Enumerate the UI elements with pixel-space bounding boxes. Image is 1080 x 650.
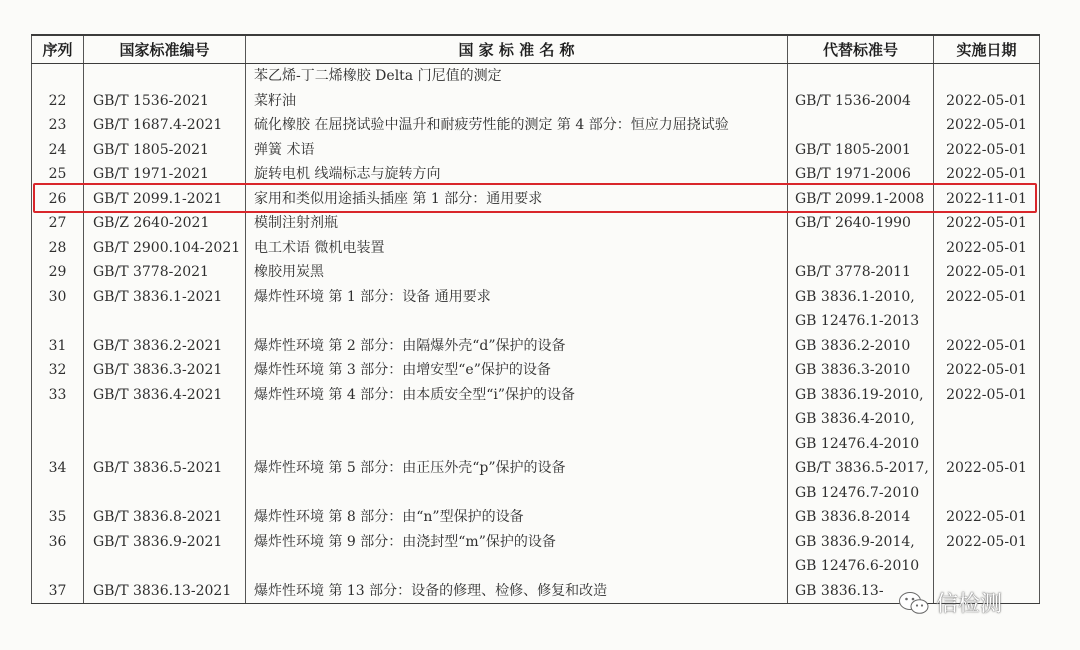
cell-replaces — [788, 211, 934, 236]
cell-replaces — [788, 383, 934, 457]
cell-date: 2022-05-01 — [934, 162, 1040, 187]
cell-code: GB/T 2099.1-2021 — [84, 187, 246, 212]
table-row — [32, 579, 1040, 604]
cell-name — [246, 334, 788, 359]
cell-replaces — [788, 162, 934, 187]
cell-line: 橡胶用炭黑 — [254, 264, 324, 280]
cell-name — [246, 138, 788, 163]
cell-seq: 34 — [32, 456, 84, 505]
table-row — [32, 260, 1040, 285]
table-row — [32, 334, 1040, 359]
cell-line: 模制注射剂瓶 — [254, 215, 338, 231]
cell-line: 爆炸性环境 第 8 部分：由“n”型保护的设备 — [254, 509, 524, 525]
cell-code: GB/T 3836.9-2021 — [84, 530, 246, 579]
cell-line: 爆炸性环境 第 4 部分：由本质安全型“i”保护的设备 — [254, 386, 576, 403]
cell-code: GB/T 1971-2021 — [84, 162, 246, 187]
cell-name — [246, 530, 788, 579]
cell-line: GB 12476.1-2013 — [795, 313, 920, 329]
cell-seq: 27 — [32, 211, 84, 236]
cell-line: GB 3836.3-2010 — [795, 362, 911, 378]
cell-code: GB/T 1687.4-2021 — [84, 113, 246, 138]
cell-date: 2022-05-01 — [934, 456, 1040, 505]
cell-replaces — [788, 236, 934, 261]
cell-line: GB 12476.4-2010 — [795, 435, 920, 452]
header-replaces: 代替标准号 — [788, 35, 934, 64]
cell-line: GB/T 2640-1990 — [795, 215, 911, 231]
header-date: 实施日期 — [934, 35, 1040, 64]
cell-seq: 33 — [32, 383, 84, 457]
cell-line: 爆炸性环境 第 1 部分：设备 通用要求 — [254, 288, 491, 305]
cell-line: GB/T 3836.5-2017, — [795, 460, 929, 476]
cell-seq: 23 — [32, 113, 84, 138]
cell-code: GB/T 3836.4-2021 — [84, 383, 246, 457]
table-row — [32, 113, 1040, 138]
cell-line: GB 12476.6-2010 — [795, 558, 920, 574]
cell-date — [934, 64, 1040, 89]
cell-code — [84, 64, 246, 89]
cell-seq: 31 — [32, 334, 84, 359]
standards-table — [31, 34, 1040, 604]
table-row — [32, 358, 1040, 383]
cell-name — [246, 162, 788, 187]
cell-name — [246, 64, 788, 89]
cell-line: GB/T 1536-2004 — [795, 92, 911, 109]
cell-line: 爆炸性环境 第 3 部分：由增安型“e”保护的设备 — [254, 362, 551, 378]
cell-code: GB/T 3836.2-2021 — [84, 334, 246, 359]
cell-date: 2022-05-01 — [934, 113, 1040, 138]
cell-date: 2022-05-01 — [934, 285, 1040, 334]
cell-code: GB/T 3836.1-2021 — [84, 285, 246, 334]
cell-name — [246, 211, 788, 236]
cell-name — [246, 113, 788, 138]
cell-line: GB/T 3778-2011 — [795, 264, 911, 280]
table-header-row — [32, 35, 1040, 64]
cell-seq: 25 — [32, 162, 84, 187]
cell-replaces — [788, 260, 934, 285]
cell-line: 家用和类似用途插头插座 第 1 部分：通用要求 — [254, 190, 543, 207]
cell-seq: 28 — [32, 236, 84, 261]
cell-date: 2022-11-01 — [934, 187, 1040, 212]
cell-date: 2022-05-01 — [934, 211, 1040, 236]
cell-seq: 36 — [32, 530, 84, 579]
table-row — [32, 89, 1040, 114]
cell-line: 弹簧 术语 — [254, 141, 315, 158]
cell-line: 苯乙烯-丁二烯橡胶 Delta 门尼值的测定 — [254, 68, 502, 84]
cell-name — [246, 383, 788, 457]
cell-line: 菜籽油 — [254, 92, 296, 109]
cell-replaces — [788, 89, 934, 114]
cell-replaces — [788, 187, 934, 212]
cell-code: GB/T 1805-2021 — [84, 138, 246, 163]
cell-replaces — [788, 64, 934, 89]
table-row — [32, 162, 1040, 187]
table-row — [32, 456, 1040, 505]
cell-seq: 37 — [32, 579, 84, 604]
table-body — [32, 64, 1040, 604]
cell-line: GB 3836.13- — [795, 582, 884, 599]
cell-seq: 30 — [32, 285, 84, 334]
cell-line: 硫化橡胶 在屈挠试验中温升和耐疲劳性能的测定 第 4 部分：恒应力屈挠试验 — [254, 117, 729, 133]
table-row — [32, 383, 1040, 457]
cell-replaces — [788, 285, 934, 334]
cell-line: 爆炸性环境 第 13 部分：设备的修理、检修、修复和改造 — [254, 582, 608, 599]
cell-code: GB/T 2900.104-2021 — [84, 236, 246, 261]
cell-line: GB 3836.19-2010, — [795, 386, 924, 403]
cell-line: 旋转电机 线端标志与旋转方向 — [254, 166, 441, 182]
cell-seq: 22 — [32, 89, 84, 114]
table-row — [32, 505, 1040, 530]
cell-line: GB 12476.7-2010 — [795, 484, 920, 501]
cell-replaces — [788, 456, 934, 505]
cell-date: 2022-05-01 — [934, 530, 1040, 579]
cell-line: GB 3836.1-2010, — [795, 288, 915, 305]
cell-replaces — [788, 113, 934, 138]
cell-line: 爆炸性环境 第 2 部分：由隔爆外壳“d”保护的设备 — [254, 337, 566, 354]
cell-seq: 29 — [32, 260, 84, 285]
cell-line: 电工术语 微机电装置 — [254, 239, 385, 256]
cell-name — [246, 505, 788, 530]
table-row — [32, 285, 1040, 334]
cell-replaces — [788, 138, 934, 163]
header-seq: 序列 — [32, 35, 84, 64]
cell-code: GB/Z 2640-2021 — [84, 211, 246, 236]
cell-date: 2022-05-01 — [934, 383, 1040, 457]
table-row — [32, 236, 1040, 261]
cell-date: 2022-05-01 — [934, 236, 1040, 261]
cell-line: GB 3836.2-2010 — [795, 337, 911, 354]
cell-seq: 26 — [32, 187, 84, 212]
cell-date: 2022-05-01 — [934, 505, 1040, 530]
cell-date: 2022-05-01 — [934, 358, 1040, 383]
cell-code: GB/T 3836.13-2021 — [84, 579, 246, 604]
cell-line: GB 3836.4-2010, — [795, 411, 915, 427]
table-row — [32, 530, 1040, 579]
table-row — [32, 211, 1040, 236]
wechat-icon — [898, 590, 930, 616]
cell-replaces — [788, 334, 934, 359]
cell-line: GB/T 2099.1-2008 — [795, 190, 925, 207]
cell-name — [246, 285, 788, 334]
cell-name — [246, 579, 788, 604]
cell-name — [246, 236, 788, 261]
table-row — [32, 187, 1040, 212]
cell-replaces — [788, 358, 934, 383]
cell-date: 2022-05-01 — [934, 260, 1040, 285]
cell-line: GB 3836.9-2014, — [795, 533, 915, 550]
cell-seq: 32 — [32, 358, 84, 383]
cell-date: 2022-05-01 — [934, 138, 1040, 163]
cell-line: GB/T 1805-2001 — [795, 141, 911, 158]
cell-replaces — [788, 530, 934, 579]
cell-date: 2022-05-01 — [934, 334, 1040, 359]
cell-seq: 35 — [32, 505, 84, 530]
cell-line: 爆炸性环境 第 9 部分：由浇封型“m”保护的设备 — [254, 533, 556, 550]
cell-name — [246, 187, 788, 212]
cell-seq: 24 — [32, 138, 84, 163]
watermark — [898, 587, 1002, 618]
cell-seq — [32, 64, 84, 89]
header-code: 国家标准编号 — [84, 35, 246, 64]
cell-line: 爆炸性环境 第 5 部分：由正压外壳“p”保护的设备 — [254, 460, 566, 476]
cell-name — [246, 358, 788, 383]
cell-date: 2022-05-01 — [934, 89, 1040, 114]
cell-name — [246, 456, 788, 505]
cell-name — [246, 260, 788, 285]
cell-code: GB/T 3778-2021 — [84, 260, 246, 285]
cell-line: GB 3836.8-2014 — [795, 509, 911, 525]
cell-code: GB/T 1536-2021 — [84, 89, 246, 114]
header-name: 国 家 标 准 名 称 — [246, 35, 788, 64]
cell-line: GB/T 1971-2006 — [795, 166, 911, 182]
table-row — [32, 64, 1040, 89]
cell-replaces — [788, 505, 934, 530]
table-row — [32, 138, 1040, 163]
cell-name — [246, 89, 788, 114]
cell-code: GB/T 3836.3-2021 — [84, 358, 246, 383]
watermark-text: 信检测 — [936, 592, 1003, 617]
cell-code: GB/T 3836.5-2021 — [84, 456, 246, 505]
cell-code: GB/T 3836.8-2021 — [84, 505, 246, 530]
